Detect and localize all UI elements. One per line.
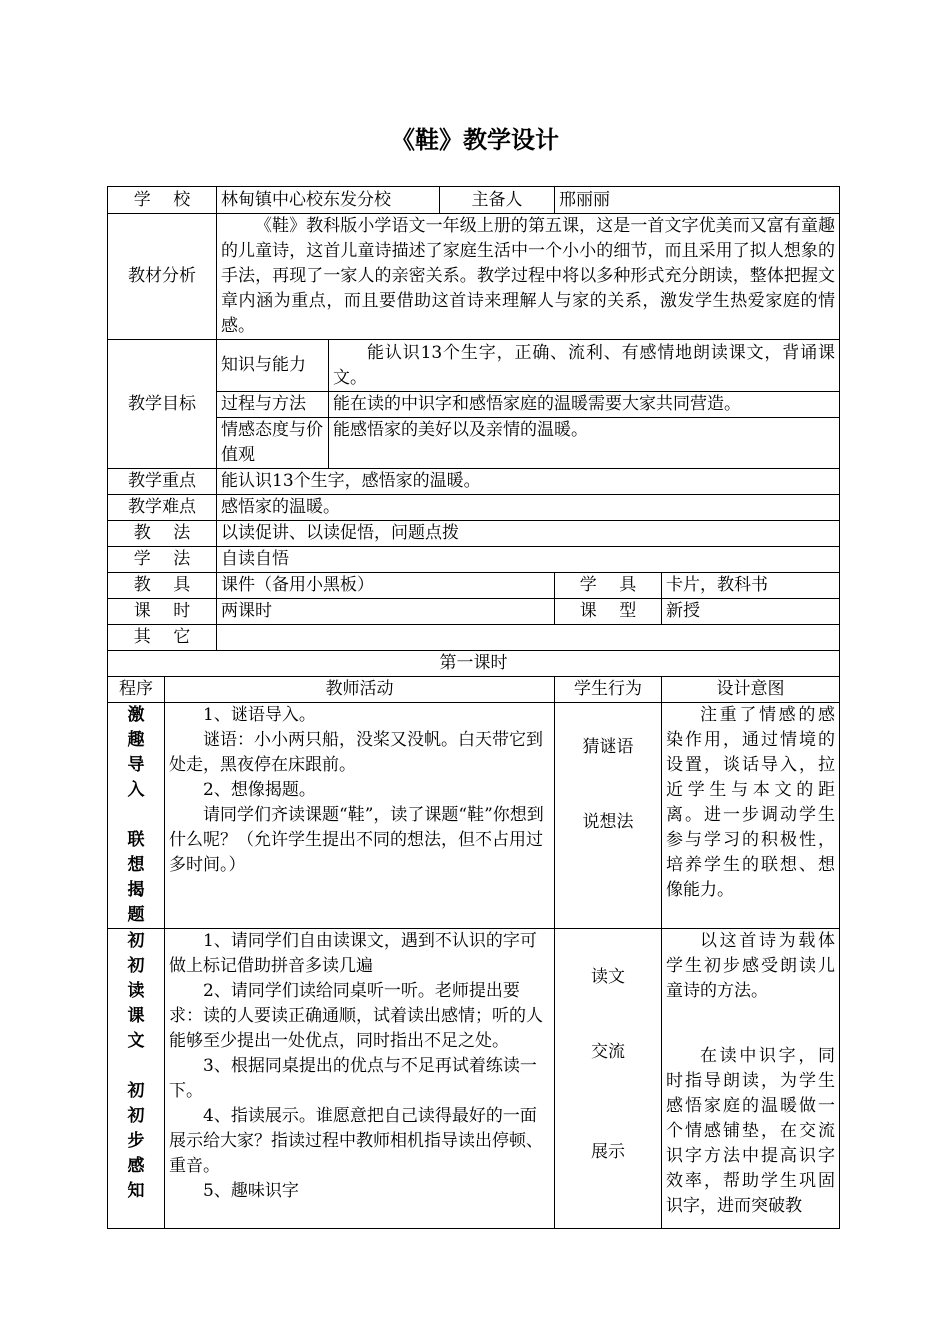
table-row [108, 418, 840, 469]
method-label: 教 法 [108, 521, 217, 547]
hours-text: 两课时 [217, 599, 555, 625]
table-row [108, 521, 840, 547]
goal-emotion-text: 能感悟家的美好以及亲情的温暖。 [329, 418, 840, 469]
table-row [108, 340, 840, 392]
lesson-plan-table [107, 186, 840, 1229]
method-text: 以读促讲、以读促悟，问题点拨 [217, 521, 840, 547]
teacher-activity-reading: 1、请同学们自由读课文，遇到不认识的字可做上标记借助拼音多读几遍 2、请同学们读给同桌听一听。老师提出要求：读的人要读正确通顺，试着读出感情；听的人能够至少提出一处优点，同时指出不足之处。 3、根据同桌提出的优点与不足再试着练读一下。 4、指读展示。谁愿意把自己读得最好的一面展示给大家？指读过程中教师相机指导读出停顿、重音。 5、趣味识字 [165, 929, 555, 1229]
tools-label: 教 具 [108, 573, 217, 599]
difficulty-label: 教学难点 [108, 495, 217, 521]
school-value: 林甸镇中心校东发分校 [217, 187, 440, 214]
study-label: 学 法 [108, 547, 217, 573]
table-row [108, 187, 840, 214]
school-label: 学 校 [108, 187, 217, 214]
student-tools-text: 卡片，教科书 [662, 573, 840, 599]
difficulty-text: 感悟家的温暖。 [217, 495, 840, 521]
type-text: 新授 [662, 599, 840, 625]
table-row [108, 573, 840, 599]
table-row [108, 929, 840, 1229]
analysis-label: 教材分析 [108, 214, 217, 340]
table-row [108, 677, 840, 703]
table-row [108, 392, 840, 418]
student-behavior-reading: 读文 交流 展示 [555, 929, 662, 1229]
table-row [108, 625, 840, 651]
design-intent-intro: 注重了情感的感染作用，通过情境的设置，谈话导入，拉近学生与本文的距离。进一步调动学生参与学习的积极性，培养学生的联想、想像能力。 [662, 703, 840, 929]
goal-knowledge-text: 能认识13个生字，正确、流利、有感情地朗读课文，背诵课文。 [329, 340, 840, 392]
col-student: 学生行为 [555, 677, 662, 703]
tools-text: 课件（备用小黑板） [217, 573, 555, 599]
teacher-activity-intro: 1、谜语导入。 谜语：小小两只船，没桨又没帆。白天带它到处走，黑夜停在床跟前。 2、想像揭题。 请同学们齐读课题“鞋”，读了课题“鞋”你想到什么呢？（允许学生提出不同的想法，但不占用过多时间。） [165, 703, 555, 929]
stage-reading: 初 初 读 课 文 初 初 步 感 知 [108, 929, 165, 1229]
hours-label: 课 时 [108, 599, 217, 625]
table-row [108, 703, 840, 929]
lesson-heading: 第一课时 [108, 651, 840, 677]
preparer-value: 邢丽丽 [555, 187, 840, 214]
goals-label: 教学目标 [108, 340, 217, 469]
col-intent: 设计意图 [662, 677, 840, 703]
key-text: 能认识13个生字，感悟家的温暖。 [217, 469, 840, 495]
study-text: 自读自悟 [217, 547, 840, 573]
analysis-text: 《鞋》教科版小学语文一年级上册的第五课，这是一首文字优美而又富有童趣的儿童诗，这首儿童诗描述了家庭生活中一个小小的细节，而且采用了拟人想象的手法，再现了一家人的亲密关系。教学过程中将以多种形式充分朗读，整体把握文章内涵为重点，而且要借助这首诗来理解人与家的关系，激发学生热爱家庭的情感。 [217, 214, 840, 340]
table-row [108, 651, 840, 677]
table-row [108, 214, 840, 340]
key-label: 教学重点 [108, 469, 217, 495]
other-text [217, 625, 840, 651]
table-row [108, 469, 840, 495]
col-step: 程序 [108, 677, 165, 703]
goal-process-label: 过程与方法 [217, 392, 329, 418]
goal-emotion-label: 情感态度与价值观 [217, 418, 329, 469]
goal-process-text: 能在读的中识字和感悟家庭的温暖需要大家共同营造。 [329, 392, 840, 418]
col-teacher: 教师活动 [165, 677, 555, 703]
other-label: 其 它 [108, 625, 217, 651]
design-intent-reading: 以这首诗为载体学生初步感受朗读儿童诗的方法。 在读中识字，同时指导朗读，为学生感悟家庭的温暖做一个情感铺垫，在交流识字方法中提高识字效率，帮助学生巩固识字，进而突破教 [662, 929, 840, 1229]
student-behavior-intro: 猜谜语 说想法 [555, 703, 662, 929]
table-row [108, 495, 840, 521]
page-title: 《鞋》教学设计 [391, 126, 559, 154]
student-tools-label: 学 具 [555, 573, 662, 599]
table-row [108, 547, 840, 573]
type-label: 课 型 [555, 599, 662, 625]
stage-intro: 激 趣 导 入 联 想 揭 题 [108, 703, 165, 929]
table-row [108, 599, 840, 625]
goal-knowledge-label: 知识与能力 [217, 340, 329, 392]
preparer-label: 主备人 [440, 187, 555, 214]
